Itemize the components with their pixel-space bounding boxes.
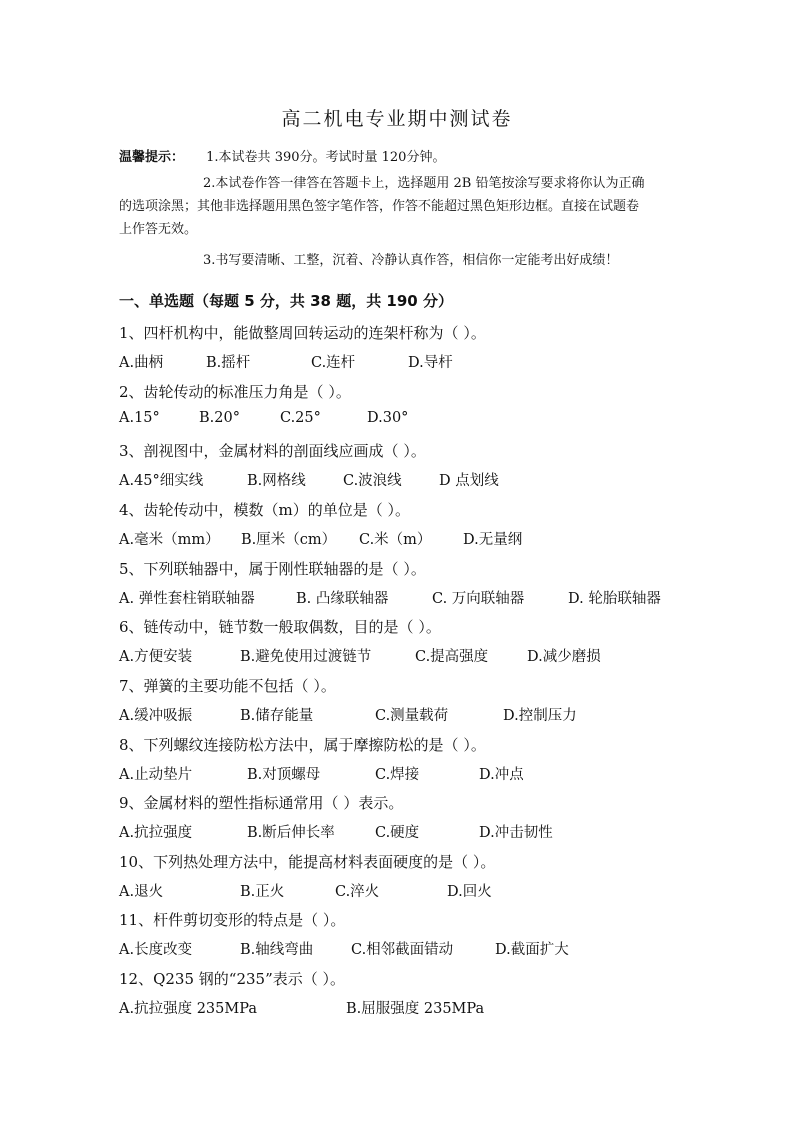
option-c: C.波浪线	[343, 473, 402, 489]
option-d: D.冲击韧性	[479, 825, 553, 841]
question-text: 3、剖视图中，金属材料的剖面线应画成（ ）。	[119, 442, 426, 460]
option-a: A.毫米（mm）	[119, 532, 220, 548]
option-d: D.截面扩大	[495, 942, 569, 958]
option-b: B.储存能量	[240, 708, 314, 724]
option-a: A. 弹性套柱销联轴器	[119, 591, 255, 607]
option-d: D.冲点	[479, 767, 524, 783]
option-d: D.30°	[367, 410, 409, 426]
question-text: 10、下列热处理方法中，能提高材料表面硬度的是（ ）。	[119, 853, 496, 871]
option-b: B.断后伸长率	[247, 825, 335, 841]
question-text: 4、齿轮传动中，模数（m）的单位是（ ）。	[119, 501, 411, 519]
option-c: C.焊接	[375, 767, 420, 783]
question-text: 5、下列联轴器中，属于刚性联轴器的是（ ）。	[119, 560, 426, 578]
option-b: B.20°	[199, 410, 240, 426]
option-a: A.长度改变	[119, 942, 193, 958]
question-text: 2、齿轮传动的标准压力角是（ ）。	[119, 383, 351, 401]
option-c: C. 万向联轴器	[432, 591, 525, 607]
option-c: C.测量载荷	[375, 708, 449, 724]
option-c: C.相邻截面错动	[351, 942, 454, 958]
question-text: 12、Q235 钢的“235”表示（ ）。	[119, 970, 346, 988]
option-a: A.缓冲吸振	[119, 708, 193, 724]
tips-text-2b: 的选项涂黑；其他非选择题用黑色签字笔作答，作答不能超过黑色矩形边框。直接在试题卷	[119, 199, 640, 214]
option-a: A.抗拉强度 235MPa	[119, 1001, 257, 1017]
tips-text-1: 1.本试卷共 390分。考试时量 120分钟。	[206, 150, 446, 165]
section-heading: 一、单选题（每题 5 分，共 38 题，共 190 分）	[119, 292, 453, 310]
option-d: D.导杆	[408, 355, 453, 371]
option-b: B.正火	[240, 884, 285, 900]
option-a: A.抗拉强度	[119, 825, 193, 841]
option-c: C.淬火	[335, 884, 380, 900]
question-text: 11、杆件剪切变形的特点是（ ）。	[119, 911, 346, 929]
option-a: A.15°	[119, 410, 160, 426]
option-d: D.回火	[447, 884, 492, 900]
question-text: 1、四杆机构中，能做整周回转运动的连架杆称为（ ）。	[119, 324, 486, 342]
question-text: 7、弹簧的主要功能不包括（ ）。	[119, 677, 336, 695]
option-b: B.屈服强度 235MPa	[346, 1001, 485, 1017]
question-text: 6、链传动中，链节数一般取偶数，目的是（ ）。	[119, 618, 441, 636]
option-c: C.硬度	[375, 825, 420, 841]
tips-line-1	[119, 146, 679, 169]
tips-block	[119, 146, 679, 272]
option-c: C.连杆	[311, 355, 356, 371]
option-a: A.方便安装	[119, 649, 193, 665]
option-b: B.避免使用过渡链节	[240, 649, 372, 665]
option-d: D.控制压力	[503, 708, 577, 724]
tips-text-3: 3.书写要清晰、工整，沉着、冷静认真作答，相信你一定能考出好成绩！	[203, 253, 619, 268]
option-b: B.摇杆	[206, 355, 251, 371]
option-b: B. 凸缘联轴器	[296, 591, 389, 607]
tips-label: 温馨提示：	[119, 150, 185, 165]
option-d: D. 轮胎联轴器	[568, 591, 661, 607]
question-text: 8、下列螺纹连接防松方法中，属于摩擦防松的是（ ）。	[119, 736, 486, 754]
question-text: 9、金属材料的塑性指标通常用（ ）表示。	[119, 794, 404, 812]
option-a: A.止动垫片	[119, 767, 193, 783]
option-c: C.提高强度	[415, 649, 489, 665]
option-a: A.曲柄	[119, 355, 164, 371]
option-b: B.网格线	[247, 473, 306, 489]
option-a: A.退火	[119, 884, 164, 900]
option-d: D 点划线	[439, 473, 499, 489]
option-c: C.25°	[280, 410, 321, 426]
tips-text-2c: 上作答无效。	[119, 222, 198, 237]
tips-text-2a: 2.本试卷作答一律答在答题卡上，选择题用 2B 铅笔按涂写要求将你认为正确	[203, 176, 645, 191]
option-b: B.厘米（cm）	[241, 532, 337, 548]
option-b: B.对顶螺母	[247, 767, 321, 783]
option-c: C.米（m）	[359, 532, 432, 548]
option-d: D.减少磨损	[527, 649, 601, 665]
page-title: 高二机电专业期中测试卷	[281, 108, 513, 130]
option-a: A.45°细实线	[119, 473, 204, 489]
option-b: B.轴线弯曲	[240, 942, 314, 958]
option-d: D.无量纲	[463, 532, 523, 548]
